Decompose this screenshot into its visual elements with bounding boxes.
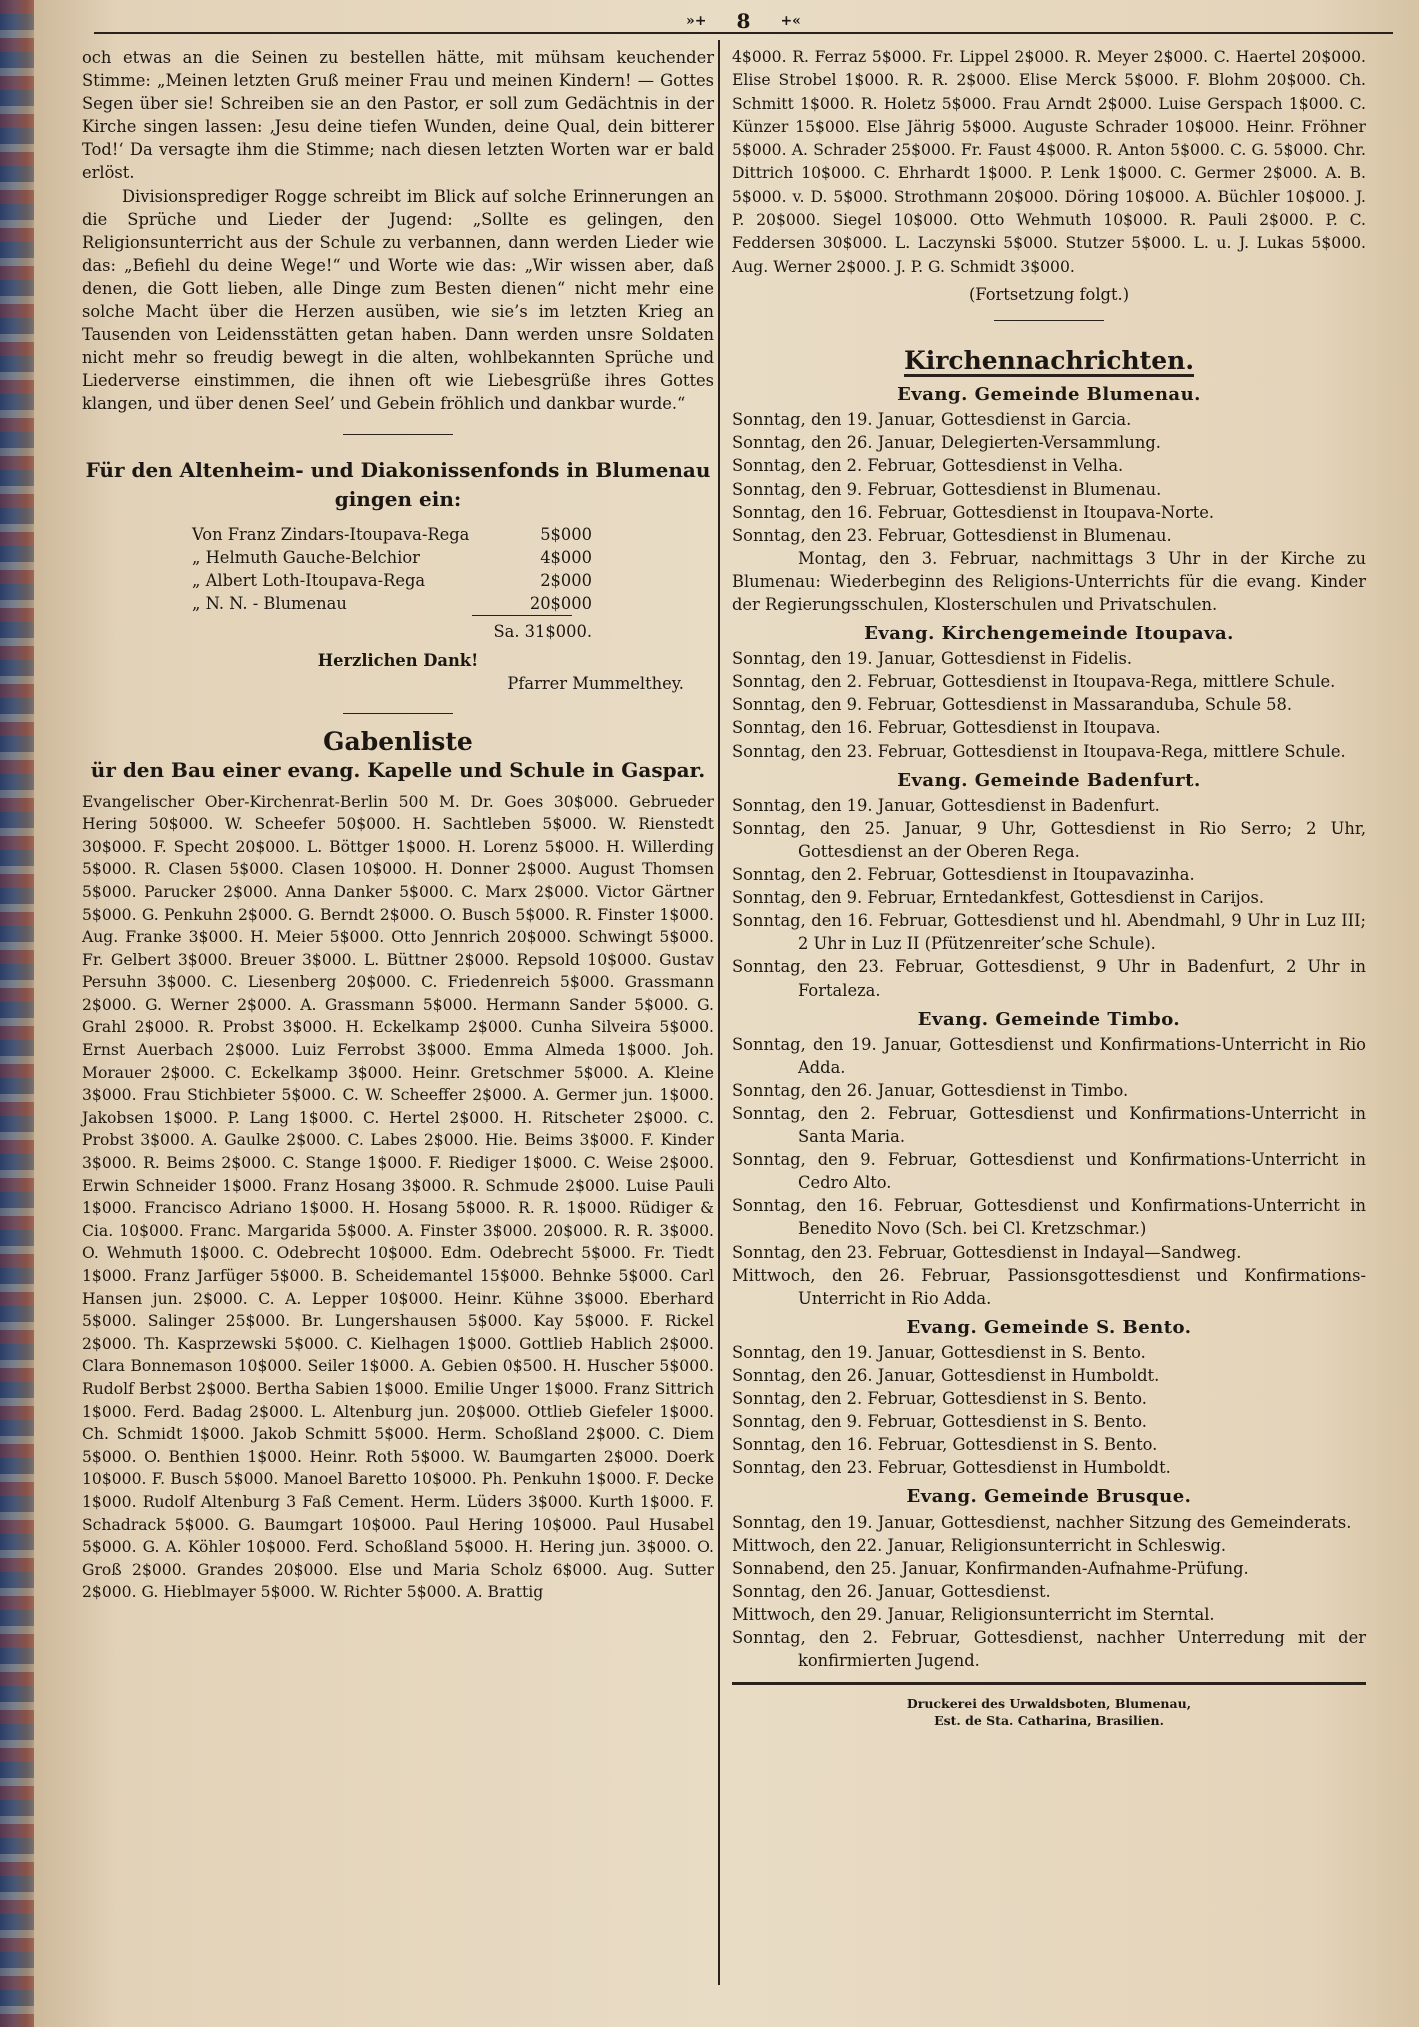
church-news-title-text: Kirchennachrichten.	[904, 349, 1194, 377]
schedule-entry: Sonntag, den 23. Februar, Gottesdienst in Indayal—Sandweg.	[732, 1242, 1242, 1262]
separator	[343, 434, 453, 435]
section-title: Evang. Gemeinde Badenfurt.	[897, 769, 1201, 791]
fund-title: Für den Altenheim- und Diakonissenfonds in Blumenau	[85, 457, 711, 482]
gabenliste-body: Evangelischer Ober-Kirchenrat-Berlin 500 M. Dr. Goes 30$000. Gebrueder Hering 50$000. W. Scheefer 50$000. H. Sachtleben 5$000. W. Rienstedt 30$000. F. Specht 20$000. L. Böttger 1$000. H. Lorenz 5$000. H. Willerding 5$000. R. Clasen 5$000. Clasen 10$000. H. Donner 2$000. August Thomsen 5$000. Parucker 2$000. Anna Danker 5$000. C. Marx 2$000. Victor Gärtner 5$000. G. Penkuhn 2$000. G. Berndt 2$000. O. Busch 5$000. R. Finster 1$000. Aug. Franke 3$000. H. Meier 5$000. Otto Jennrich 20$000. Schwingt 5$000. Fr. Gelbert 3$000. Breuer 3$000. L. Büttner 2$000. Repsold 10$000. Gustav Persuhn 3$000. C. Liesenberg 20$000. C. Friedenreich 5$000. Grassmann 2$000. G. Werner 2$000. A. Grassmann 5$000. Hermann Sander 5$000. G. Grahl 2$000. R. Probst 3$000. H. Eckelkamp 2$000. Cunha Silveira 5$000. Ernst Auerbach 2$000. Luiz Ferrobst 3$000. Emma Almeda 1$000. Joh. Morauer 2$000. C. Eckelkamp 3$000. Heinr. Gretschmer 5$000. A. Kleine 3$000. Frau Stichbieter 5$000. C. W. Scheeffer 2$000. A. Germer jun. 1$000. Jakobsen 1$000. P. Lang 1$000. C. Hertel 2$000. H. Ritscheter 2$000. C. Probst 3$000. A. Gaulke 2$000. C. Labes 2$000. Hie. Beims 3$000. F. Kinder 3$000. R. Beims 2$000. C. Stange 1$000. F. Riediger 1$000. C. Weise 2$000. Erwin Schneider 1$000. Franz Hosang 3$000. R. Schmude 2$000. Luise Pauli 1$000. Francisco Adriano 1$000. H. Hosang 5$000. R. R. 1$000. Rüdiger & Cia. 10$000. Franc. Margarida 5$000. A. Finster 3$000. 20$000. R. R. 3$000. O. Wehmuth 1$000. C. Odebrecht 10$000. Edm. Odebrecht 5$000. Fr. Tiedt 1$000. Franz Jarfüger 5$000. B. Scheidemantel 15$000. Behnke 5$000. Carl Hansen jun. 2$000. C. A. Lepper 10$000. Heinr. Kühne 3$000. Eberhard 5$000. Salinger 25$000. Br. Lungershausen 5$000. Kay 5$000. F. Rickel 2$000. Th. Kasprzewski 5$000. C. Kielhagen 1$000. Gottlieb Hablich 2$000. Clara Bonnemason 10$000. Seiler 1$000. A. Gebien 0$500. H. Huscher 5$000. Rudolf Berbst 2$000. Bertha Sabien 1$000. Emilie Unger 1$000. Franz Sittrich 1$000. Ferd. Badag 2$000. L. Altenburg jun. 20$000. Ottlieb Giefeler 1$000. Ch. Schmidt 1$000. Jakob Schmitt 5$000. Herm. Schoßland 2$000. C. Diem 5$000. O. Benthien 1$000. Heinr. Roth 5$000. W. Baumgarten 2$000. Doerk 10$000. F. Busch 5$000. Manoel Baretto 10$000. Ph. Penkuhn 1$000. F. Decke 1$000. Rudolf Altenburg 3 Faß Cement. Herm. Lüders 3$000. Kurth 1$000. F. Schadrack 5$000. G. Baumgart 10$000. Paul Hering 10$000. Paul Husabel 5$000. G. A. Köhler 10$000. Ferd. Schoßland 5$000. H. Hering jun. 3$000. O. Groß 2$000. Grandes 20$000. Else und Maria Scholz 6$000. Aug. Sutter 2$000. G. Hieblmayer 5$000. W. Richter 5$000. A. Brattig	[82, 792, 714, 1602]
schedule-entry: Sonntag, den 19. Januar, Gottesdienst und Konfirmations-Unterricht in Rio Adda.	[732, 1034, 1366, 1077]
separator	[343, 713, 453, 714]
section-title: Evang. Kirchengemeinde Itoupava.	[864, 623, 1234, 645]
donor-amount: 2$000	[540, 570, 592, 590]
schedule-entry: Sonntag, den 23. Februar, Gottesdienst in Itoupava-Rega, mittlere Schule.	[732, 741, 1346, 761]
left-column	[82, 46, 714, 1604]
schedule-entry: Sonntag, den 9. Februar, Gottesdienst in Massaranduba, Schule 58.	[732, 695, 1293, 715]
donor-row	[192, 592, 592, 615]
schedule-note: Montag, den 3. Februar, nachmittags 3 Uhr in der Kirche zu Blumenau: Wiederbeginn des Religions-Unterrichts für die evang. Kinder der Regierungsschulen, Klosterschulen und Privatschulen.	[732, 548, 1366, 614]
donor-name: „ Albert Loth-Itoupava-Rega	[192, 570, 426, 590]
donor-amount: 5$000	[540, 524, 592, 544]
section-title: Evang. Gemeinde S. Bento.	[906, 1316, 1192, 1338]
schedule-entry: Sonntag, den 23. Februar, Gottesdienst, 9 Uhr in Badenfurt, 2 Uhr in Fortaleza.	[732, 957, 1366, 1000]
column-divider	[718, 40, 720, 1985]
imprint-line-2: Est. de Sta. Catharina, Brasilien.	[934, 1713, 1164, 1729]
schedule-entry: Sonntag, den 16. Februar, Gottesdienst und Konfirmations-Unterricht in Benedito Novo (Sch. bei Cl. Kretzschmar.)	[732, 1196, 1366, 1239]
schedule-entry: Sonntag, den 9. Februar, Erntedankfest, Gottesdienst in Carijos.	[732, 888, 1264, 908]
page-number: 8	[736, 9, 751, 33]
story-paragraph-1: och etwas an die Seinen zu bestellen hätte, mit mühsam keuchender Stimme: „Meinen letzten Gruß meiner Frau und meinen Kindern! — Gottes Segen über sie! Schreiben sie an den Pastor, er soll zum Gedächtnis in der Kirche singen lassen: ‚Jesu deine tiefen Wunden, deine Qual, dein bitterer Tod!‘ Da versagte ihm die Stimme; nach diesen letzten Worten war er bald erlöst.	[82, 48, 714, 183]
church-section	[732, 769, 1366, 1002]
section-title: Evang. Gemeinde Brusque.	[906, 1486, 1192, 1508]
story-paragraph-2: Divisionsprediger Rogge schreibt im Blick auf solche Erinnerungen an die Sprüche und Lieder der Jugend: „Sollte es gelingen, den Religionsunterricht aus der Schule zu verbannen, dann werden Lieder wie das: „Befiehl du deine Wege!“ und Worte wie das: „Wir wissen aber, daß denen, die Gott lieben, alle Dinge zum Besten dienen“ nicht mehr eine solche Macht über die Herzen ausüben, wie sie’s im letzten Krieg an Tausenden von Leidensstätten getan haben. Dann werden unsre Soldaten nicht mehr so freudig bewegt in die alten, wohlbekannten Sprüche und Liederverse einstimmen, die ihnen oft wie Liebesgrüße ihres Gottes klangen, und über denen Seel’ und Gebein fröhlich und dankbar wurde.“	[82, 186, 714, 414]
church-section	[732, 1008, 1366, 1310]
donor-name: „ Helmuth Gauche-Belchior	[192, 547, 420, 567]
schedule-entry: Sonntag, den 2. Februar, Gottesdienst in Velha.	[732, 456, 1124, 476]
church-news-title	[732, 346, 1366, 377]
schedule-entry: Sonntag, den 26. Januar, Gottesdienst in Humboldt.	[732, 1366, 1160, 1385]
gaben-continued: 4$000. R. Ferraz 5$000. Fr. Lippel 2$000. R. Meyer 2$000. C. Haertel 20$000. Elise Strobel 1$000. R. R. 2$000. Elise Merck 5$000. F. Blohm 20$000. Ch. Schmitt 1$000. R. Holetz 5$000. Frau Arndt 2$000. Luise Gerspach 1$000. C. Künzer 15$000. Else Jährig 5$000. Auguste Schrader 10$000. Heinr. Fröhner 5$000. A. Schrader 25$000. Fr. Faust 4$000. R. Anton 5$000. C. G. 5$000. Chr. Dittrich 10$000. C. Ehrhardt 1$000. P. Lenk 1$000. C. Germer 2$000. A. B. 5$000. v. D. 5$000. Strothmann 20$000. Döring 10$000. A. Büchler 10$000. J. P. 20$000. Siegel 10$000. Otto Wehmuth 10$000. R. Pauli 2$000. P. C. Feddersen 30$000. L. Laczynski 5$000. Stutzer 5$000. L. u. J. Lukas 5$000. Aug. Werner 2$000. J. P. G. Schmidt 3$000.	[732, 48, 1366, 276]
schedule-entry: Sonntag, den 26. Januar, Gottesdienst.	[732, 1581, 1051, 1601]
sum-rule	[472, 615, 572, 616]
church-section	[732, 1485, 1366, 1672]
imprint-line-1: Druckerei des Urwaldsboten, Blumenau,	[906, 1696, 1192, 1712]
gabenliste-subtitle: ür den Bau einer evang. Kapelle und Schule in Gaspar.	[90, 758, 706, 783]
church-section	[732, 1316, 1366, 1480]
section-title: Evang. Gemeinde Blumenau.	[897, 384, 1201, 406]
schedule-entry: Mittwoch, den 29. Januar, Religionsunterricht im Sterntal.	[732, 1604, 1215, 1624]
donor-row	[192, 546, 592, 569]
church-section	[732, 383, 1366, 616]
schedule-entry: Sonntag, den 19. Januar, Gottesdienst in Badenfurt.	[732, 795, 1160, 815]
schedule-entry: Sonntag, den 9. Februar, Gottesdienst und Konfirmations-Unterricht in Cedro Alto.	[732, 1150, 1366, 1193]
schedule-entry: Sonntag, den 2. Februar, Gottesdienst in S. Bento.	[732, 1389, 1147, 1409]
thanks-text: Herzlichen Dank!	[317, 651, 479, 671]
schedule-entry: Sonntag, den 25. Januar, 9 Uhr, Gottesdienst in Rio Serro; 2 Uhr, Gottesdienst an der Oberen Rega.	[732, 818, 1366, 861]
page-mark-left: »+	[686, 13, 707, 29]
donor-name: „ N. N. - Blumenau	[192, 593, 347, 613]
schedule-entry: Mittwoch, den 22. Januar, Religionsunterricht in Schleswig.	[732, 1535, 1227, 1555]
schedule-entry: Sonntag, den 19. Januar, Gottesdienst in Garcia.	[732, 410, 1132, 430]
footer-rule	[732, 1682, 1366, 1685]
schedule-entry: Sonntag, den 2. Februar, Gottesdienst und Konfirmations-Unterricht in Santa Maria.	[732, 1103, 1366, 1147]
right-column	[732, 46, 1366, 1729]
donor-amount: 4$000	[540, 547, 592, 567]
separator	[994, 320, 1104, 321]
printer-imprint	[732, 1695, 1366, 1729]
church-section	[732, 622, 1366, 763]
donor-row	[192, 523, 592, 546]
schedule-entry: Sonntag, den 16. Februar, Gottesdienst in S. Bento.	[732, 1435, 1158, 1455]
schedule-entry: Sonntag, den 2. Februar, Gottesdienst in Itoupavazinha.	[732, 865, 1195, 885]
schedule-entry: Sonntag, den 26. Januar, Gottesdienst in Timbo.	[732, 1080, 1129, 1100]
schedule-entry: Mittwoch, den 26. Februar, Passionsgottesdienst und Konfirmations-Unterricht in Rio Adda.	[732, 1265, 1366, 1308]
fund-subtitle: gingen ein:	[334, 486, 462, 511]
donor-name: Von Franz Zindars-Itoupava-Rega	[192, 524, 470, 544]
schedule-entry: Sonntag, den 26. Januar, Delegierten-Versammlung.	[732, 433, 1161, 453]
donor-amount: 20$000	[529, 593, 592, 613]
schedule-entry: Sonntag, den 9. Februar, Gottesdienst in S. Bento.	[732, 1412, 1147, 1432]
page-mark-right: +«	[780, 13, 801, 29]
signature: Pfarrer Mummelthey.	[507, 674, 684, 694]
section-title: Evang. Gemeinde Timbo.	[917, 1008, 1181, 1030]
schedule-entry: Sonntag, den 19. Januar, Gottesdienst, nachher Sitzung des Gemeinderats.	[732, 1512, 1352, 1532]
newspaper-page	[34, 0, 1419, 2027]
schedule-entry: Sonntag, den 9. Februar, Gottesdienst in Blumenau.	[732, 479, 1162, 499]
schedule-entry: Sonntag, den 2. Februar, Gottesdienst, nachher Unterredung mit der konfirmierten Jugend.	[732, 1628, 1366, 1671]
schedule-entry: Sonntag, den 23. Februar, Gottesdienst in Humboldt.	[732, 1458, 1171, 1478]
schedule-entry: Sonntag, den 16. Februar, Gottesdienst in Itoupava.	[732, 718, 1161, 738]
fund-total: Sa. 31$000.	[493, 622, 592, 642]
schedule-entry: Sonntag, den 19. Januar, Gottesdienst in S. Bento.	[732, 1342, 1146, 1362]
gabenliste-title: Gabenliste	[323, 727, 473, 757]
continued-note: (Fortsetzung folgt.)	[968, 284, 1130, 304]
schedule-entry: Sonntag, den 16. Februar, Gottesdienst und hl. Abendmahl, 9 Uhr in Luz III; 2 Uhr in Luz II (Pfützenreiter’sche Schule).	[732, 911, 1366, 954]
schedule-entry: Sonntag, den 16. Februar, Gottesdienst in Itoupava-Norte.	[732, 502, 1215, 522]
schedule-entry: Sonntag, den 19. Januar, Gottesdienst in Fidelis.	[732, 649, 1133, 669]
schedule-entry: Sonntag, den 23. Februar, Gottesdienst in Blumenau.	[732, 525, 1172, 545]
donor-row	[192, 569, 592, 592]
schedule-entry: Sonnabend, den 25. Januar, Konfirmanden-Aufnahme-Prüfung.	[732, 1558, 1249, 1578]
page-header	[94, 10, 1393, 34]
schedule-entry: Sonntag, den 2. Februar, Gottesdienst in Itoupava-Rega, mittlere Schule.	[732, 672, 1336, 692]
